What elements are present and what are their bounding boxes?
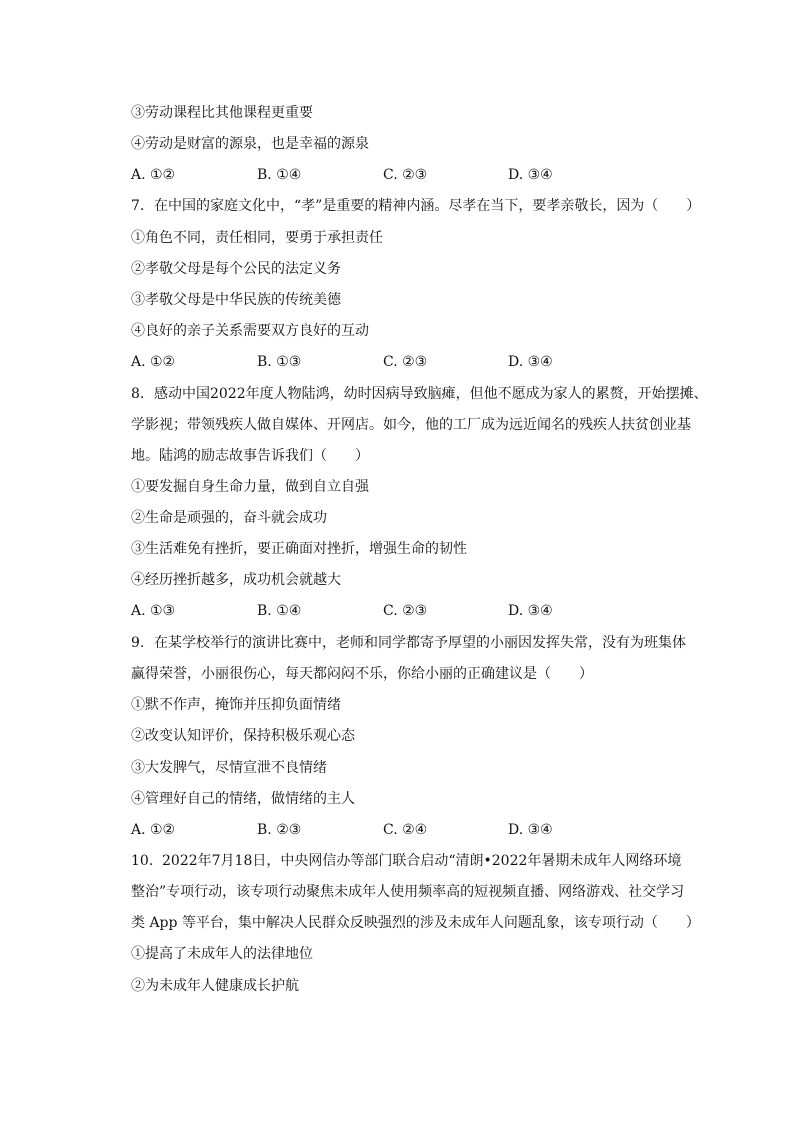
q8-stem-line-3: 地。陆鸿的励志故事告诉我们（ ） bbox=[131, 448, 369, 464]
q9-stem-line-1: 9. 在某学校举行的演讲比赛中，老师和同学都寄予厚望的小丽因发挥失常，没有为班集体 bbox=[131, 635, 686, 651]
q7-number: 7. bbox=[131, 198, 145, 214]
q8-stem-line-1: 8. 感动中国2022年度人物陆鸿，幼时因病导致脑瘫，但他不愿成为家人的累赘，开始摆摊、 bbox=[131, 386, 708, 402]
option-d: D. ③④ bbox=[508, 603, 553, 619]
option-c: C. ②③ bbox=[383, 603, 428, 619]
q9-statement-2: ②改变认知评价，保持积极乐观心态 bbox=[131, 728, 355, 744]
q8-number: 8. bbox=[131, 386, 145, 402]
option-b: B. ②③ bbox=[257, 822, 302, 838]
q8-statement-4: ④经历挫折越多，成功机会就越大 bbox=[131, 572, 341, 588]
q9-statement-1: ①默不作声，掩饰并压抑负面情绪 bbox=[131, 697, 341, 713]
q8-statement-1: ①要发掘自身生命力量，做到自立自强 bbox=[131, 479, 369, 495]
q10-number: 10. bbox=[131, 853, 154, 869]
q8-statement-2: ②生命是顽强的，奋斗就会成功 bbox=[131, 510, 327, 526]
option-c: C. ②③ bbox=[383, 167, 428, 183]
statement-3: ③劳动课程比其他课程更重要 bbox=[131, 105, 313, 121]
q9-number: 9. bbox=[131, 635, 145, 651]
statement-4: ④劳动是财富的源泉，也是幸福的源泉 bbox=[131, 136, 369, 152]
option-c: C. ②③ bbox=[383, 354, 428, 370]
q8-stem-line-2: 学影视；带领残疾人做自媒体、开网店。如今，他的工厂成为远近闻名的残疾人扶贫创业基 bbox=[131, 417, 691, 433]
option-b: B. ①③ bbox=[257, 354, 302, 370]
option-a: A. ①② bbox=[131, 354, 176, 370]
q8-statement-3: ③生活难免有挫折，要正确面对挫折，增强生命的韧性 bbox=[131, 541, 467, 557]
option-a: A. ①② bbox=[131, 822, 176, 838]
option-d: D. ③④ bbox=[508, 167, 553, 183]
q9-stem-line-2: 赢得荣誉，小丽很伤心，每天都闷闷不乐，你给小丽的正确建议是（ ） bbox=[131, 666, 593, 682]
q9-statement-4: ④管理好自己的情绪，做情绪的主人 bbox=[131, 791, 355, 807]
q10-statement-2: ②为未成年人健康成长护航 bbox=[131, 978, 299, 994]
option-c: C. ②④ bbox=[383, 822, 428, 838]
q10-statement-1: ①提高了未成年人的法律地位 bbox=[131, 946, 313, 962]
q9-statement-3: ③大发脾气，尽情宣泄不良情绪 bbox=[131, 760, 327, 776]
option-a: A. ①② bbox=[131, 167, 176, 183]
q7-stem: 7. 在中国的家庭文化中，“孝”是重要的精神内涵。尽孝在当下，要孝亲敬长，因为（ ） bbox=[131, 198, 701, 214]
option-a: A. ①③ bbox=[131, 603, 176, 619]
q10-stem-line-1: 10. 2022年7月18日，中央网信办等部门联合启动“清朗•2022年暑期未成年人网络环境 bbox=[131, 853, 682, 869]
q7-statement-4: ④良好的亲子关系需要双方良好的互动 bbox=[131, 323, 369, 339]
q10-stem-line-3: 类 App 等平台，集中解决人民群众反映强烈的涉及未成年人问题乱象，该专项行动（ ） bbox=[131, 915, 700, 931]
option-b: B. ①④ bbox=[257, 603, 302, 619]
q10-stem-line-2: 整治”专项行动，该专项行动聚焦未成年人使用频率高的短视频直播、网络游戏、社交学习 bbox=[131, 884, 685, 900]
option-b: B. ①④ bbox=[257, 167, 302, 183]
q7-statement-2: ②孝敬父母是每个公民的法定义务 bbox=[131, 261, 341, 277]
q7-statement-3: ③孝敬父母是中华民族的传统美德 bbox=[131, 292, 341, 308]
option-d: D. ③④ bbox=[508, 822, 553, 838]
q7-statement-1: ①角色不同，责任相同，要勇于承担责任 bbox=[131, 230, 383, 246]
option-d: D. ③④ bbox=[508, 354, 553, 370]
